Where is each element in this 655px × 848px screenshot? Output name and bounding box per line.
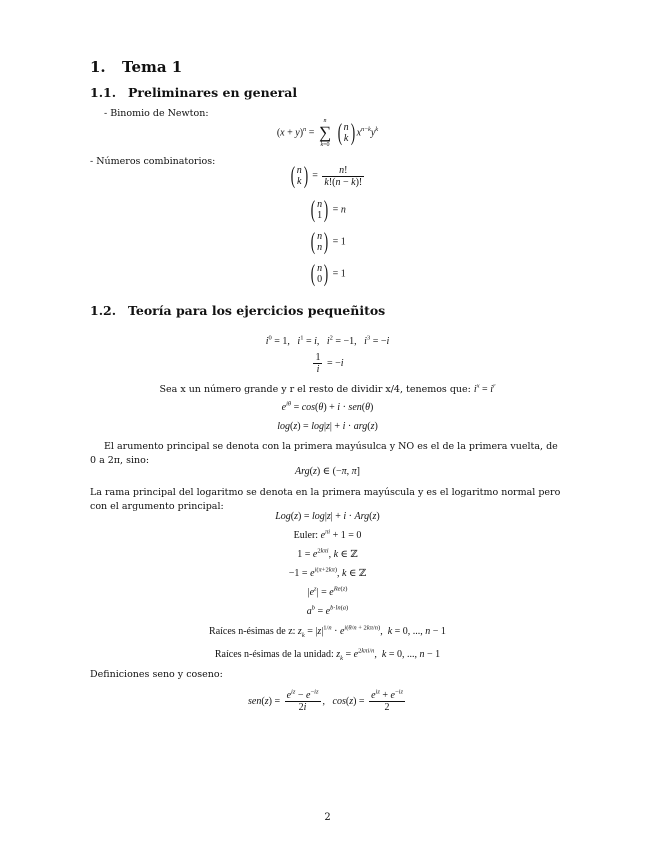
raices-unidad-label: Raíces n-ésimas de la unidad: [214, 649, 334, 660]
eq-raices-unidad: Raíces n-ésimas de la unidad: $z_k = e^{2k\pi i/n}$, k = 0, ..., n − 1 [214, 647, 441, 662]
subsection-heading-1 [90, 85, 565, 100]
raices-label: Raíces n-ésimas de z: [209, 626, 296, 637]
eq-binomio: $(x + y)^n$ = n ∑ k=0 ( n k ) $x^{n-k}y^k$ [276, 118, 379, 148]
subsection-number: 1.1. [90, 85, 117, 100]
section-heading [90, 58, 565, 76]
eq-binom-n-0: ( n 0 ) = 1 [310, 261, 346, 287]
eq-minus-one-exp: $-1 = e^{i(\pi+2k\pi)}$, k ∈ ℤ [288, 566, 367, 579]
eq-combinatorio: ( n k ) = $\frac{n!}{k!(n - k)!}$ [290, 163, 363, 189]
eq-raices: Raíces n-ésimas de z: $z_k = |z|^{1/n} \cdot e^{i(\theta/n + 2k\pi/n)}$, k = 0, ..., n − 1 [209, 624, 446, 639]
section-title: Tema 1 [122, 58, 183, 76]
subsection-title: Teoría para los ejercicios pequeñitos [128, 303, 386, 318]
argumento-paragraph: El arumento principal se denota con la primera mayúsulca y NO es el de la primera vuelta, de 0 a 2π, sino: [90, 441, 558, 466]
eq-power-def: $a^b = e^{b\cdot ln(a)}$ [306, 604, 349, 617]
eq-powers-i: $i^0 = 1$, $i^1 = i$, $i^2 = -1$, $i^3 = -i$ [265, 334, 390, 347]
page-content [90, 0, 565, 848]
eq-one-exp: $1 = e^{2k\pi i}$, k ∈ ℤ [297, 547, 358, 560]
eq-modulus-exp: $|e^z| = e^{Re(z)}$ [307, 585, 348, 598]
subsection-heading-2 [90, 303, 565, 318]
definiciones-label: Definiciones seno y coseno: [90, 669, 223, 680]
eq-binom-n-1: ( n 1 ) = n [310, 197, 346, 223]
eq-inverse-i: $\frac{1}{i}$ = −i [315, 352, 344, 375]
eq-Log: Log(z) = log|z| + i · Arg(z) [275, 511, 380, 522]
subsection-number: 1.2. [90, 303, 117, 318]
eq-arg: Arg(z) ∈ (−π, π] [295, 466, 360, 477]
eq-euler-identity: Euler: $e^{\pi i} + 1 = 0$ [293, 528, 362, 541]
euler-label: Euler: [293, 530, 319, 541]
combinatorios-label: - Números combinatorios: [90, 156, 216, 167]
subsection-title: Preliminares en general [128, 85, 298, 100]
eq-sen-cos: sen(z) = $\frac{e^{iz} - e^{-iz}}{2i}$ , cos(z) = $\frac{e^{iz} + e^{-iz}}{2}$ [248, 688, 403, 713]
eq-log: log(z) = log|z| + i · arg(z) [277, 421, 378, 432]
binomio-label: - Binomio de Newton: [104, 108, 209, 119]
eq-binom-n-n: ( n n ) = 1 [310, 229, 346, 255]
section-number: 1. [90, 58, 106, 76]
modulo-paragraph: Sea x un número grande y r el resto de dividir x/4, tenemos que: $i^x = i^r$ [159, 382, 496, 395]
rama-paragraph: La rama principal del logaritmo se denota en la primera mayúscula y es el logaritmo normal pero con el argumento principal: [90, 487, 561, 512]
modulo-text: Sea x un número grande y r el resto de dividir x/4, tenemos que: [159, 384, 471, 395]
eq-euler-formula: $e^{i\theta} = \cos(\theta) + i \cdot sen(\theta)$ [281, 400, 374, 413]
page-number: 2 [324, 812, 331, 823]
